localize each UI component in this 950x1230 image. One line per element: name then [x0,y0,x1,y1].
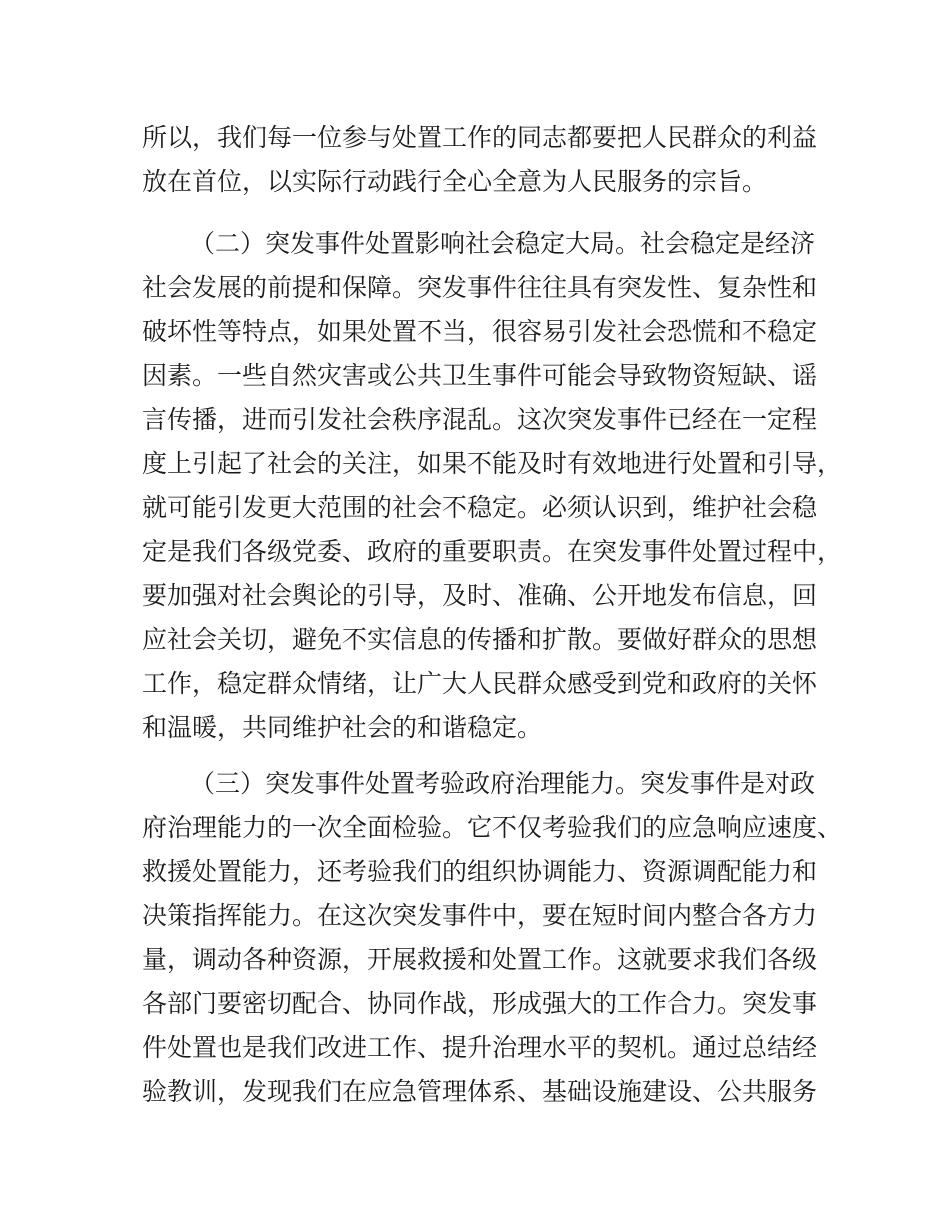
text-line: 应社会关切，避免不实信息的传播和扩散。要做好群众的思想 [142,625,818,654]
text-line: 就可能引发更大范围的社会不稳定。必须认识到，维护社会稳 [142,493,818,522]
text-line: 因素。一些自然灾害或公共卫生事件可能会导致物资短缺、谣 [142,361,818,390]
text-line: 府治理能力的一次全面检验。它不仅考验我们的应急响应速度、 [142,813,843,842]
text-line: 破坏性等特点，如果处置不当，很容易引发社会恐慌和不稳定 [142,317,818,346]
paragraph-heading-line: （三）突发事件处置考验政府治理能力。突发事件是对政 [190,769,816,798]
text-line: 验教训，发现我们在应急管理体系、基础设施建设、公共服务 [142,1077,818,1106]
text-line: 件处置也是我们改进工作、提升治理水平的契机。通过总结经 [142,1033,818,1062]
text-line: 各部门要密切配合、协同作战，形成强大的工作合力。突发事 [142,989,818,1018]
text-line: 和温暖，共同维护社会的和谐稳定。 [142,713,543,742]
text-line: 工作，稳定群众情绪，让广大人民群众感受到党和政府的关怀 [142,669,818,698]
text-line: 所以，我们每一位参与处置工作的同志都要把人民群众的利益 [142,123,818,152]
text-line: 救援处置能力，还考验我们的组织协调能力、资源调配能力和 [142,857,818,886]
text-line: 决策指挥能力。在这次突发事件中，要在短时间内整合各方力 [142,901,818,930]
text-line: 要加强对社会舆论的引导，及时、准确、公开地发布信息，回 [142,581,818,610]
text-line: 放在首位，以实际行动践行全心全意为人民服务的宗旨。 [142,167,768,196]
text-line: 定是我们各级党委、政府的重要职责。在突发事件处置过程中， [142,537,843,566]
text-line: 社会发展的前提和保障。突发事件往往具有突发性、复杂性和 [142,273,818,302]
text-line: 量，调动各种资源，开展救援和处置工作。这就要求我们各级 [142,945,818,974]
paragraph-heading-line: （二）突发事件处置影响社会稳定大局。社会稳定是经济 [190,229,816,258]
text-line: 言传播，进而引发社会秩序混乱。这次突发事件已经在一定程 [142,405,818,434]
text-line: 度上引起了社会的关注，如果不能及时有效地进行处置和引导， [142,449,843,478]
